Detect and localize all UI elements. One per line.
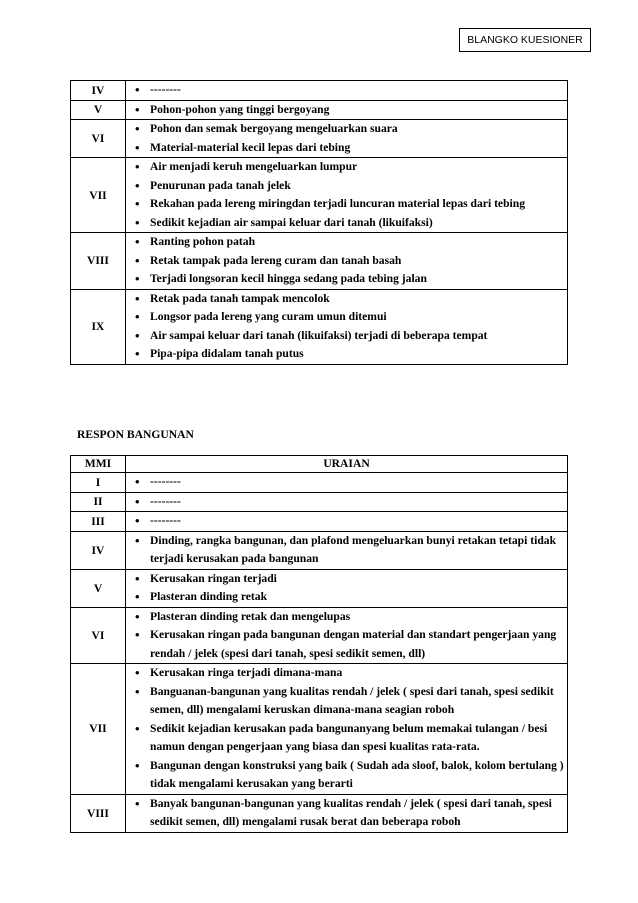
description-cell: [126, 158, 568, 233]
mmi-level: IV: [71, 81, 126, 101]
list-item: • Ranting pohon patah: [126, 233, 567, 252]
table-row: [71, 289, 568, 364]
list-item: • Kerusakan ringan terjadi: [126, 570, 567, 589]
table-row: [71, 158, 568, 233]
description-list: [126, 233, 567, 289]
list-item: • Banyak bangunan-bangunan yang kualitas rendah / jelek ( spesi dari tanah, spesi sedikit semen, dll) mengalami rusak berat dan beberapa roboh: [126, 795, 567, 832]
mmi-level: VIII: [71, 233, 126, 290]
table-header-row: [71, 456, 568, 473]
description-list: [126, 493, 567, 512]
list-item: • Plasteran dinding retak dan mengelupas: [126, 608, 567, 627]
list-item: • Pipa-pipa didalam tanah putus: [126, 345, 567, 364]
list-item: • Plasteran dinding retak: [126, 588, 567, 607]
list-item: • Rekahan pada lereng miringdan terjadi luncuran material lepas dari tebing: [126, 195, 567, 214]
mmi-level: IV: [71, 531, 126, 569]
intensity-table-nature-body: [71, 81, 568, 365]
mmi-level: I: [71, 473, 126, 493]
mmi-level: V: [71, 569, 126, 607]
list-item: • Penurunan pada tanah jelek: [126, 177, 567, 196]
mmi-level: VI: [71, 120, 126, 158]
description-cell: [126, 569, 568, 607]
description-list: [126, 795, 567, 832]
description-list: [126, 664, 567, 794]
form-stamp: BLANGKO KUESIONER: [459, 28, 591, 52]
mmi-level: V: [71, 100, 126, 120]
mmi-level: IX: [71, 289, 126, 364]
table-row: [71, 473, 568, 493]
description-cell: [126, 531, 568, 569]
list-item: • Pohon dan semak bergoyang mengeluarkan suara: [126, 120, 567, 139]
description-list: [126, 101, 567, 120]
description-cell: [126, 607, 568, 664]
description-list: [126, 158, 567, 232]
description-cell: [126, 664, 568, 795]
mmi-level: II: [71, 492, 126, 512]
list-item: • Kerusakan ringa terjadi dimana-mana: [126, 664, 567, 683]
list-item: • Dinding, rangka bangunan, dan plafond mengeluarkan bunyi retakan tetapi tidak terjadi kerusakan pada bangunan: [126, 532, 567, 569]
table-row: [71, 512, 568, 532]
header-mmi: MMI: [71, 456, 126, 473]
list-item: • Air menjadi keruh mengeluarkan lumpur: [126, 158, 567, 177]
description-cell: [126, 473, 568, 493]
mmi-level: VII: [71, 158, 126, 233]
description-list: [126, 120, 567, 157]
description-list: [126, 512, 567, 531]
table-row: [71, 492, 568, 512]
table-row: [71, 100, 568, 120]
list-item: • --------: [126, 81, 567, 100]
mmi-level: VII: [71, 664, 126, 795]
list-item: • Pohon-pohon yang tinggi bergoyang: [126, 101, 567, 120]
description-cell: [126, 120, 568, 158]
list-item: • Sedikit kejadian kerusakan pada bangunanyang belum memakai tulangan / besi namun dengan pengerjaan yang biasa dan spesi kualitas rata-rata.: [126, 720, 567, 757]
table-row: [71, 531, 568, 569]
list-item: • Retak pada tanah tampak mencolok: [126, 290, 567, 309]
list-item: • Banguanan-bangunan yang kualitas rendah / jelek ( spesi dari tanah, spesi sedikit semen, dll) mengalami keruskan dimana-mana seagian roboh: [126, 683, 567, 720]
list-item: • Terjadi longsoran kecil hingga sedang pada tebing jalan: [126, 270, 567, 289]
intensity-table-nature: [70, 80, 568, 365]
list-item: • Bangunan dengan konstruksi yang baik ( Sudah ada sloof, balok, kolom bertulang ) tidak mengalami kerusakan yang berarti: [126, 757, 567, 794]
section-title: RESPON BANGUNAN: [77, 428, 194, 441]
list-item: • Material-material kecil lepas dari tebing: [126, 139, 567, 158]
description-cell: [126, 492, 568, 512]
list-item: • Air sampai keluar dari tanah (likuifaksi) terjadi di beberapa tempat: [126, 327, 567, 346]
description-cell: [126, 289, 568, 364]
table-row: [71, 81, 568, 101]
building-response-table: [70, 455, 568, 833]
table-row: [71, 233, 568, 290]
description-list: [126, 81, 567, 100]
table-row: [71, 569, 568, 607]
list-item: • --------: [126, 473, 567, 492]
list-item: • --------: [126, 512, 567, 531]
mmi-level: VI: [71, 607, 126, 664]
building-response-table-body: [71, 473, 568, 833]
table-row: [71, 664, 568, 795]
table-row: [71, 607, 568, 664]
description-cell: [126, 233, 568, 290]
mmi-level: III: [71, 512, 126, 532]
header-uraian: URAIAN: [126, 456, 568, 473]
list-item: • Longsor pada lereng yang curam umun ditemui: [126, 308, 567, 327]
table-row: [71, 120, 568, 158]
description-cell: [126, 81, 568, 101]
description-cell: [126, 512, 568, 532]
description-list: [126, 532, 567, 569]
list-item: • Sedikit kejadian air sampai keluar dari tanah (likuifaksi): [126, 214, 567, 233]
description-list: [126, 570, 567, 607]
list-item: • Kerusakan ringan pada bangunan dengan material dan standart pengerjaan yang rendah / jelek (spesi dari tanah, spesi sedikit semen, dll): [126, 626, 567, 663]
mmi-level: VIII: [71, 794, 126, 832]
description-list: [126, 608, 567, 664]
table-row: [71, 794, 568, 832]
description-list: [126, 290, 567, 364]
list-item: • --------: [126, 493, 567, 512]
description-cell: [126, 100, 568, 120]
description-list: [126, 473, 567, 492]
list-item: • Retak tampak pada lereng curam dan tanah basah: [126, 252, 567, 271]
description-cell: [126, 794, 568, 832]
